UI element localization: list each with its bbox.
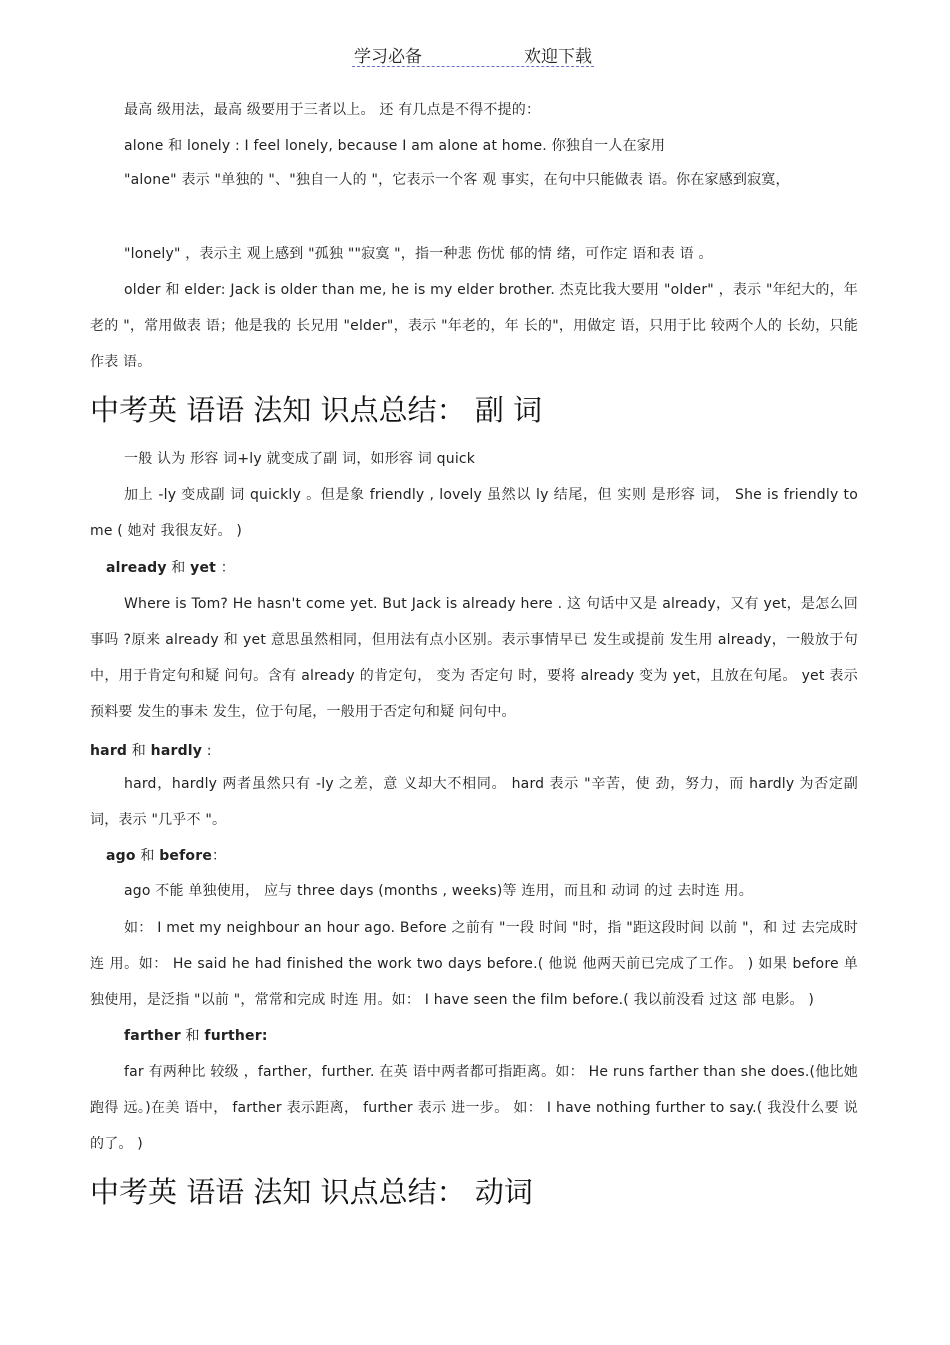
paragraph-alone-meaning: "alone" 表示 "单独的 "、"独自一人的 "，它表示一个客 观 事实，在句中只能做表 语。你在家感到寂寞，	[124, 172, 790, 188]
paragraph-hard-hardly: hard，hardly 两者虽然只有 -ly 之差，意 义却大不相同。 hard 表示 "辛苦，使 劲，努力，而 hardly 为否定副 词，表示 "几乎不 "。	[90, 776, 858, 828]
term-connector: 和	[135, 848, 160, 864]
header-left-text: 学习必备	[354, 47, 422, 67]
section-heading-verb: 中考英 语语 法知 识点总结： 动词	[90, 1175, 533, 1209]
term-colon: :	[202, 743, 212, 759]
term-ago-before	[90, 838, 858, 874]
term-connector: 和	[127, 743, 151, 759]
term-colon: ：	[212, 848, 227, 864]
paragraph-ago-usage: ago 不能 单独使用， 应与 three days (months , weeks)等 连用，而且和 动词 的过 去时连 用。	[124, 883, 753, 899]
term-connector: 和	[180, 1028, 205, 1044]
paragraph-older-elder: older 和 elder: Jack is older than me, he is my elder brother. 杰克比我大要用 "older" ，表示 "年纪大的，年老的 "，常用做表 语；他是我的 长兄用 "elder"，表示 "年老的，年 长的"，用做定 语，只用于比 较两个人的 长幼，只能作表 语。	[90, 282, 858, 370]
paragraph-ago-before-examples: 如： I met my neighbour an hour ago. Before 之前有 "一段 时间 "时，指 "距这段时间 以前 "，和 过 去完成时连 用。如： He said he had finished the work two days before.( 他说 他两天前已完成了工作。 ) 如果 before 单独使用，是泛指 "以前 "，常常和完成 时连 用。如： I have seen the film before.( 我以前没看 过这 部 电影。 )	[90, 920, 858, 1008]
term-hard-hardly	[90, 733, 858, 769]
term-connector: 和	[166, 560, 191, 576]
paragraph-superlative: 最高 级用法，最高 级要用于三者以上。 还 有几点是不得不提的：	[124, 102, 541, 118]
term-farther: farther	[124, 1028, 181, 1044]
term-farther-further	[90, 1018, 858, 1054]
term-hard: hard	[90, 743, 128, 759]
paragraph-lonely-meaning: "lonely" ，表示主 观上感到 "孤独 ""寂寞 "，指一种悲 伤忧 郁的情 绪，可作定 语和表 语 。	[124, 246, 713, 262]
page-header	[352, 40, 594, 67]
paragraph-ly-suffix: 加上 -ly 变成副 词 quickly 。但是象 friendly , lovely 虽然以 ly 结尾，但 实则 是形容 词， She is friendly to me ( 她对 我很友好。 )	[90, 487, 858, 539]
term-already-yet	[90, 550, 858, 586]
paragraph-adverb-intro: 一般 认为 形容 词+ly 就变成了副 词，如形容 词 quick	[124, 451, 476, 467]
section-heading-adverb: 中考英 语语 法知 识点总结： 副 词	[90, 393, 543, 427]
term-further: further:	[204, 1028, 268, 1044]
term-ago: ago	[106, 848, 136, 864]
term-hardly: hardly	[150, 743, 203, 759]
term-before: before	[159, 848, 213, 864]
term-already: already	[106, 560, 167, 576]
paragraph-farther-further: far 有两种比 较级 ，farther，further. 在英 语中两者都可指距离。如： He runs farther than she does.(他比她跑得 远。)在美 语中， farther 表示距离， further 表示 进一步。 如： I have nothing further to say.( 我没什么要 说 的了。 )	[90, 1064, 858, 1152]
term-colon: ：	[216, 560, 235, 576]
term-yet: yet	[190, 560, 217, 576]
paragraph-already-yet: Where is Tom? He hasn't come yet. But Jack is already here . 这 句话中又是 already，又有 yet，是怎么回事吗 ?原来 already 和 yet 意思虽然相同，但用法有点小区别。表示事情早已 发生或提前 发生用 already，一般放于句中，用于肯定句和疑 问句。含有 already 的肯定句， 变为 否定句 时，要将 already 变为 yet，且放在句尾。 yet 表示 预料要 发生的事未 发生，位于句尾，一般用于否定句和疑 问句中。	[90, 596, 858, 720]
paragraph-alone-lonely: alone 和 lonely : I feel lonely, because I am alone at home. 你独自一人在家用	[124, 138, 666, 154]
header-right-text: 欢迎下载	[524, 47, 592, 67]
